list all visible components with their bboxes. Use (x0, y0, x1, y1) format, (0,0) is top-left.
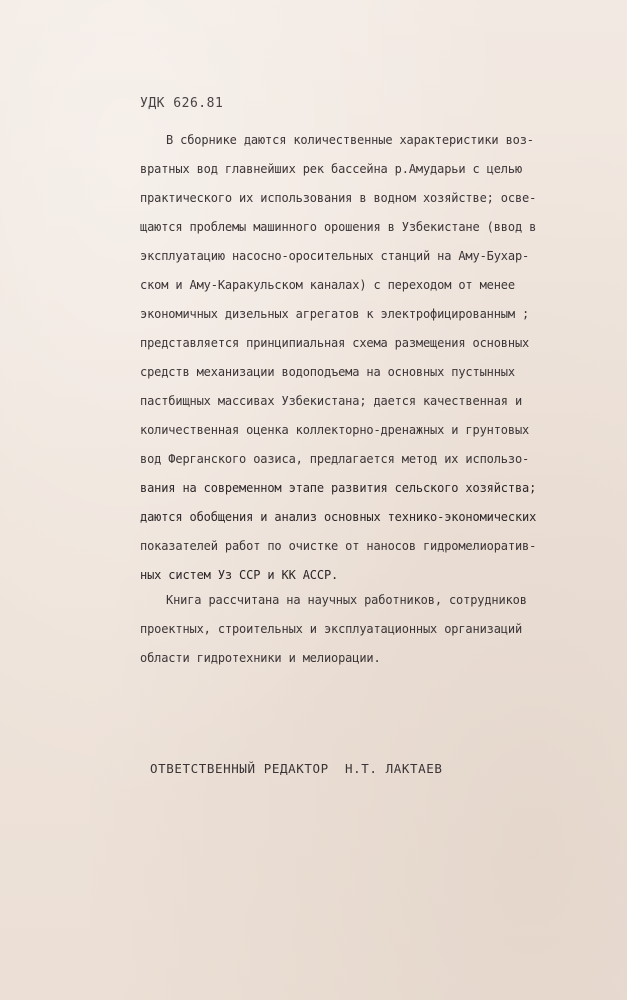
audience-note (140, 586, 627, 673)
abstract-line: вратных вод главнейших рек бассейна р.Амударьи с целью (140, 162, 523, 176)
note-line: Книга рассчитана на научных работников, сотрудников (166, 593, 527, 607)
abstract-line: даются обобщения и анализ основных технико-экономических (140, 510, 537, 524)
abstract-line: вод Ферганского оазиса, предлагается метод их использо- (140, 452, 530, 466)
abstract-paragraph (140, 126, 627, 590)
abstract-line: экономичных дизельных агрегатов к электрофицированным ; (140, 307, 530, 321)
note-line: проектных, строительных и эксплуатационных организаций (140, 622, 523, 636)
udk-code: УДК 626.81 (140, 96, 224, 111)
abstract-line: средств механизации водоподъема на основных пустынных (140, 365, 515, 379)
abstract-line: ных систем Уз ССР и КК АССР. (140, 568, 339, 582)
abstract-line: представляется принципиальная схема размещения основных (140, 336, 530, 350)
abstract-line: В сборнике даются количественные характеристики воз- (166, 133, 534, 147)
responsible-editor: ОТВЕТСТВЕННЫЙ РЕДАКТОР Н.Т. ЛАКТАЕВ (150, 761, 443, 776)
abstract-line: эксплуатацию насосно-оросительных станций на Аму-Бухар- (140, 249, 530, 263)
abstract-line: показателей работ по очистке от наносов гидромелиоратив- (140, 539, 537, 553)
abstract-line: количественная оценка коллекторно-дренажных и грунтовых (140, 423, 530, 437)
abstract-line: практического их использования в водном хозяйстве; осве- (140, 191, 537, 205)
abstract-line: ском и Аму-Каракульском каналах) с переходом от менее (140, 278, 515, 292)
abstract-line: пастбищных массивах Узбекистана; дается качественная и (140, 394, 523, 408)
note-line: области гидротехники и мелиорации. (140, 651, 381, 665)
abstract-line: щаются проблемы машинного орошения в Узбекистане (ввод в (140, 220, 537, 234)
abstract-line: вания на современном этапе развития сельского хозяйства; (140, 481, 537, 495)
